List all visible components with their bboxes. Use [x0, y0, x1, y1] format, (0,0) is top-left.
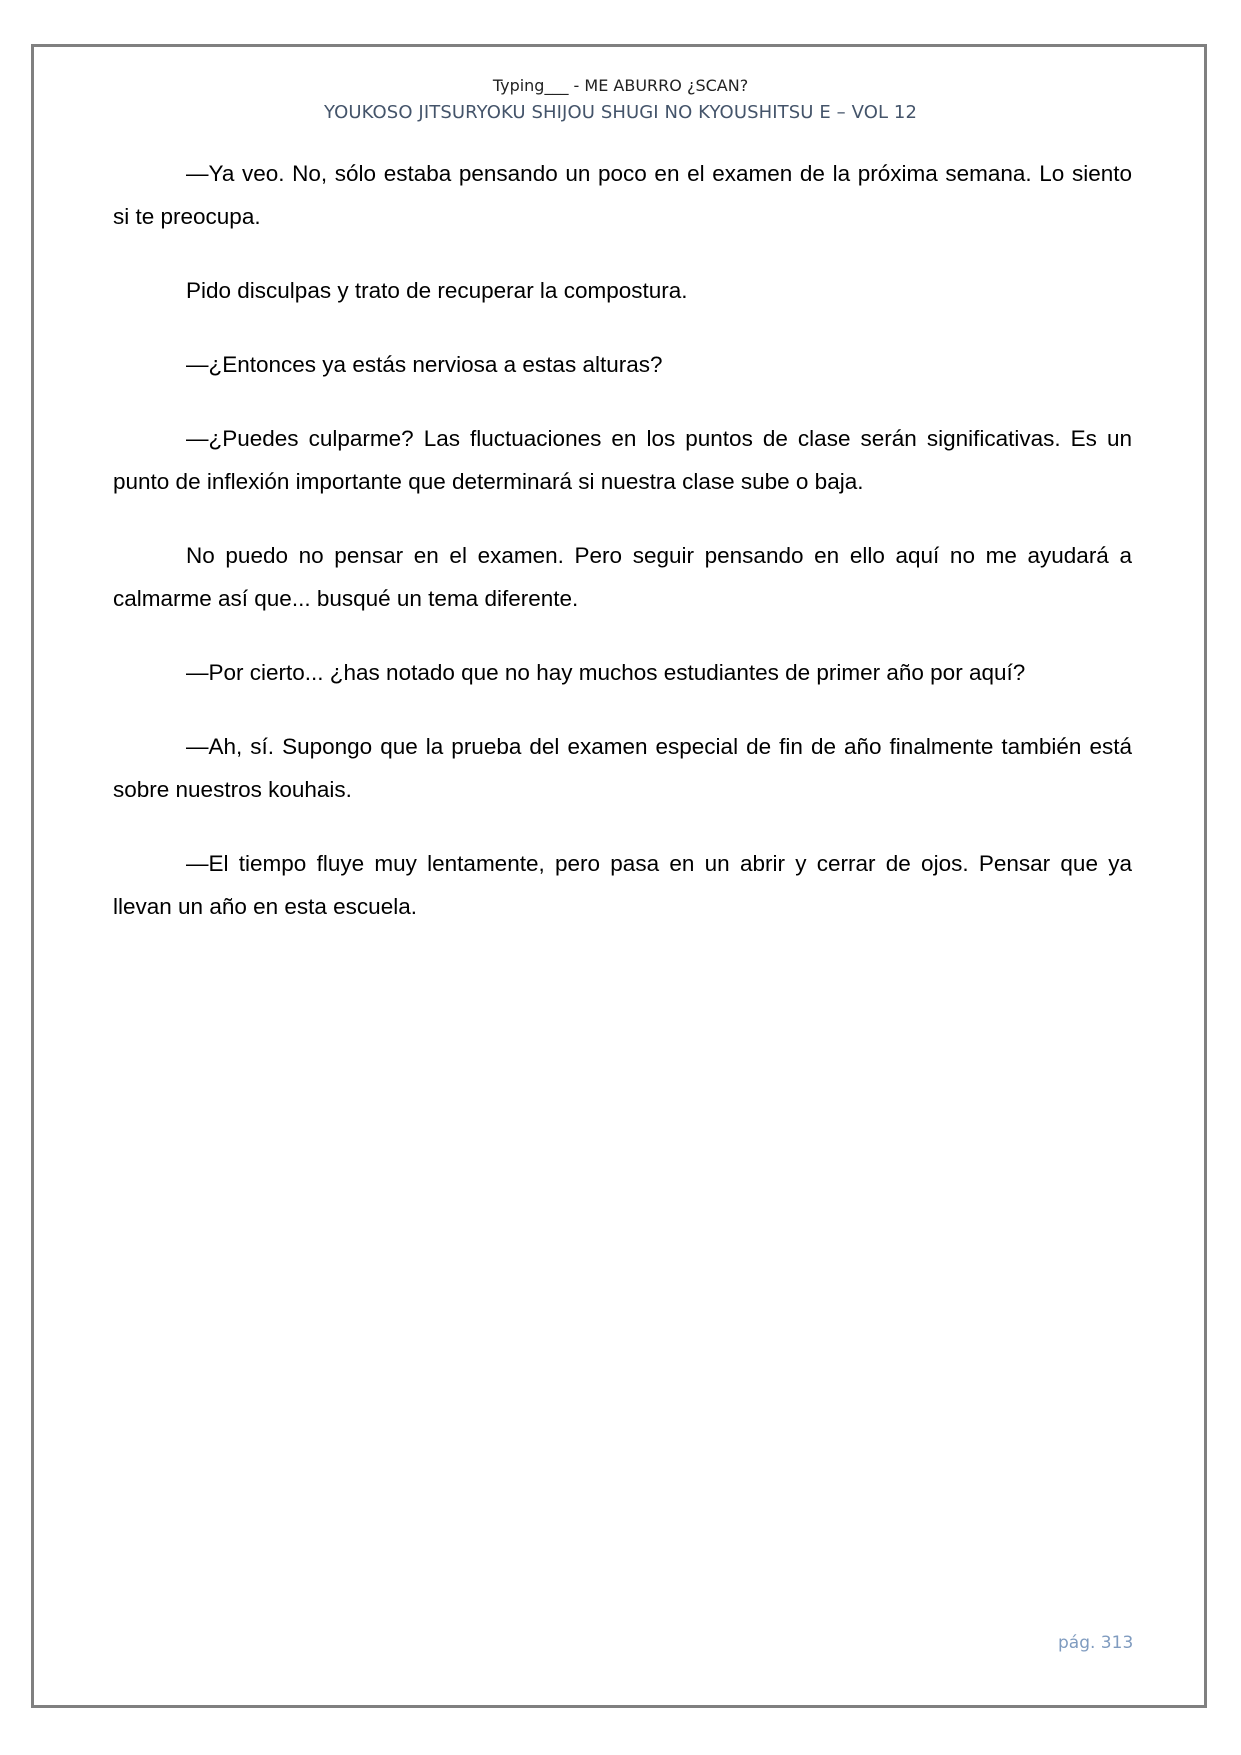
- paragraph: —¿Entonces ya estás nerviosa a estas alturas?: [186, 352, 663, 377]
- paragraph: No puedo no pensar en el examen. Pero seguir pensando en ello aquí no me ayudará a calmarme así que... busqué un tema diferente.: [113, 543, 1132, 611]
- header-title: Typing___ - ME ABURRO ¿SCAN?: [492, 76, 749, 95]
- paragraph: Pido disculpas y trato de recuperar la compostura.: [186, 278, 688, 303]
- document-body: [113, 152, 1132, 959]
- paragraph: —El tiempo fluye muy lentamente, pero pasa en un abrir y cerrar de ojos. Pensar que ya llevan un año en esta escuela.: [113, 851, 1132, 919]
- header-subtitle: YOUKOSO JITSURYOKU SHIJOU SHUGI NO KYOUSHITSU E – VOL 12: [323, 102, 918, 123]
- paragraph: —Ya veo. No, sólo estaba pensando un poco en el examen de la próxima semana. Lo siento si te preocupa.: [113, 161, 1132, 229]
- page-number: pág. 313: [1058, 1633, 1134, 1653]
- paragraph: —¿Puedes culparme? Las fluctuaciones en los puntos de clase serán significativas. Es un punto de inflexión importante que determinará si nuestra clase sube o baja.: [113, 426, 1132, 494]
- paragraph: —Ah, sí. Supongo que la prueba del examen especial de fin de año finalmente también está sobre nuestros kouhais.: [113, 734, 1132, 802]
- paragraph: —Por cierto... ¿has notado que no hay muchos estudiantes de primer año por aquí?: [186, 660, 1026, 685]
